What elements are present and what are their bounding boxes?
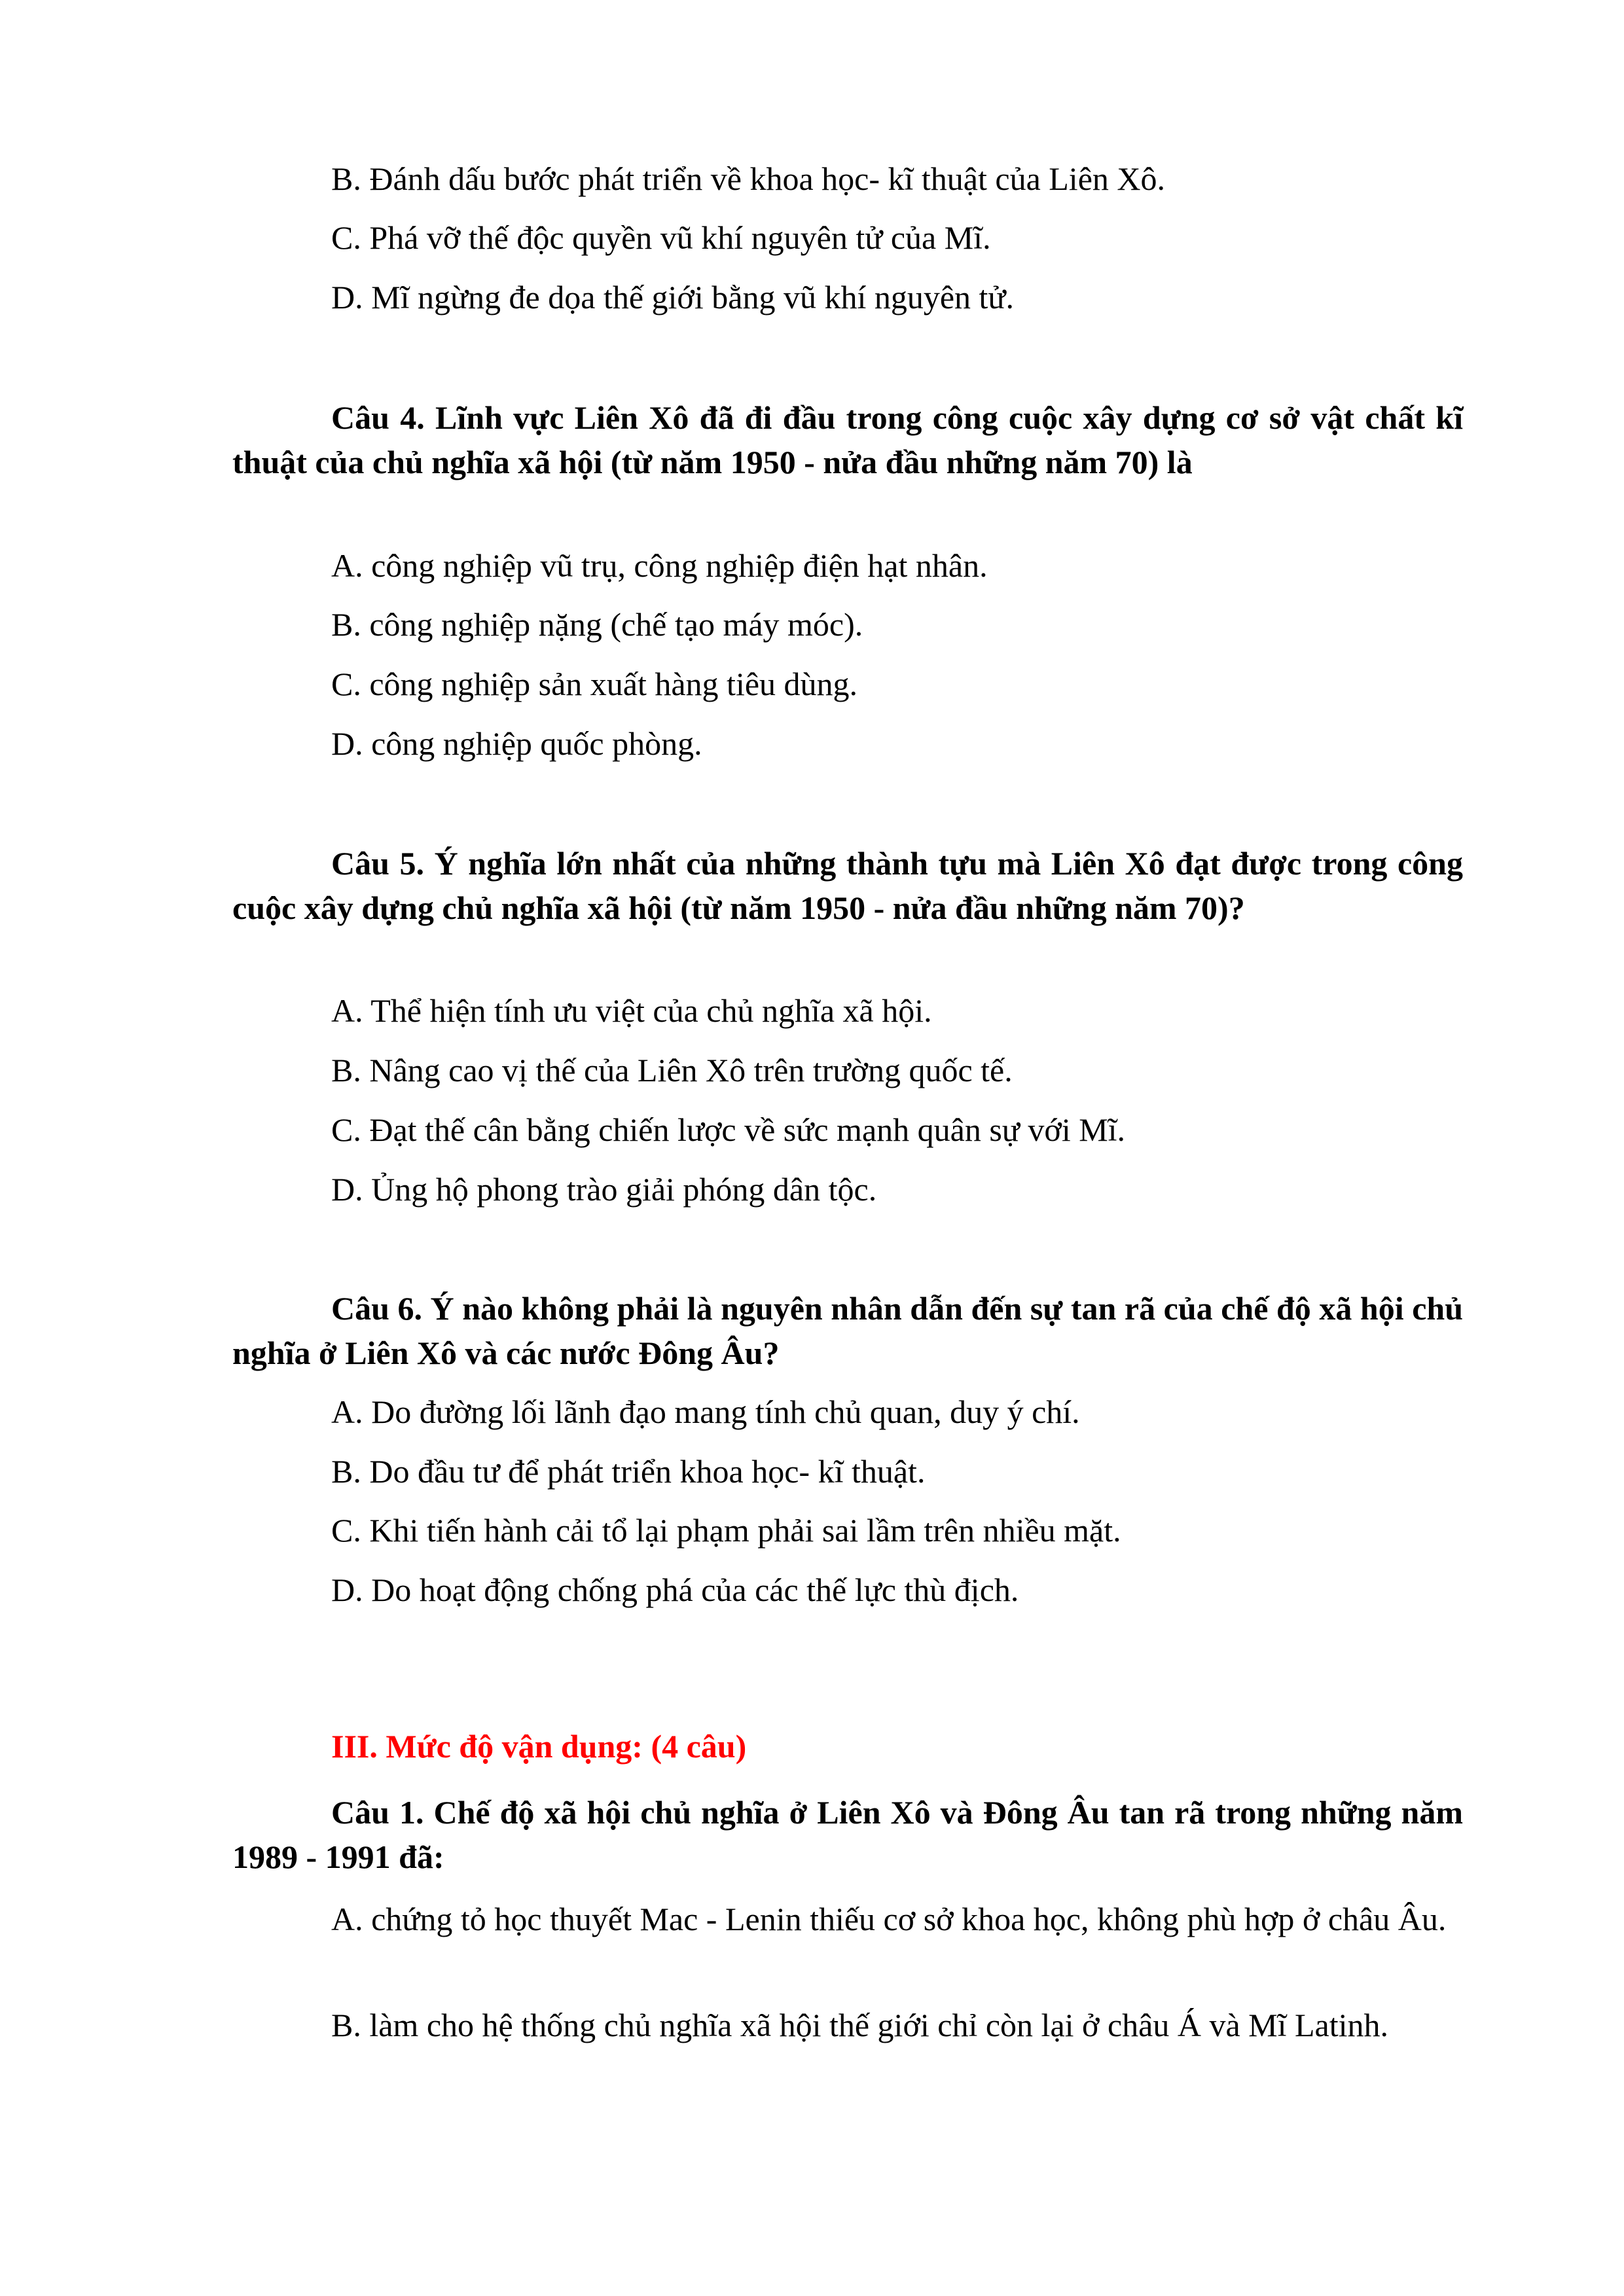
s3q1-option-a: A. chứng tỏ học thuyết Mac - Lenin thiếu cơ sở khoa học, không phù hợp ở châu Âu. [331,1901,1447,1937]
q5-option-b: B. Nâng cao vị thế của Liên Xô trên trường quốc tế. [331,1052,1013,1088]
question-5: Câu 5. Ý nghĩa lớn nhất của những thành tựu mà Liên Xô đạt được trong công cuộc xây dựng chủ nghĩa xã hội (từ năm 1950 - nửa đầu những năm 70)? [232,845,1463,926]
q6-option-b: B. Do đầu tư để phát triển khoa học- kĩ thuật. [331,1453,926,1490]
option-d: D. Mĩ ngừng đe dọa thế giới bằng vũ khí nguyên tử. [331,279,1015,315]
q6-option-c: C. Khi tiến hành cải tổ lại phạm phải sai lầm trên nhiều mặt. [331,1512,1121,1549]
question-6: Câu 6. Ý nào không phải là nguyên nhân dẫn đến sự tan rã của chế độ xã hội chủ nghĩa ở Liên Xô và các nước Đông Âu? [232,1290,1463,1371]
q5-option-c: C. Đạt thế cân bằng chiến lược về sức mạnh quân sự với Mĩ. [331,1111,1126,1148]
q4-option-d: D. công nghiệp quốc phòng. [331,725,702,762]
option-b: B. Đánh dấu bước phát triển về khoa học- kĩ thuật của Liên Xô. [331,160,1165,197]
q4-option-b: B. công nghiệp nặng (chế tạo máy móc). [331,606,863,643]
section3-question-1: Câu 1. Chế độ xã hội chủ nghĩa ở Liên Xô và Đông Âu tan rã trong những năm 1989 - 1991 đã: [232,1794,1463,1875]
section-heading: III. Mức độ vận dụng: (4 câu) [331,1728,747,1765]
q6-option-a: A. Do đường lối lãnh đạo mang tính chủ quan, duy ý chí. [331,1393,1080,1430]
q6-option-d: D. Do hoạt động chống phá của các thế lực thù địch. [331,1571,1019,1608]
q4-option-c: C. công nghiệp sản xuất hàng tiêu dùng. [331,666,858,702]
q5-option-a: A. Thể hiện tính ưu việt của chủ nghĩa xã hội. [331,992,932,1029]
question-4: Câu 4. Lĩnh vực Liên Xô đã đi đầu trong công cuộc xây dựng cơ sở vật chất kĩ thuật của chủ nghĩa xã hội (từ năm 1950 - nửa đầu những năm 70) là [232,399,1463,480]
q4-option-a: A. công nghiệp vũ trụ, công nghiệp điện hạt nhân. [331,547,988,584]
s3q1-option-b: B. làm cho hệ thống chủ nghĩa xã hội thế giới chỉ còn lại ở châu Á và Mĩ Latinh. [331,2007,1389,2043]
q5-option-d: D. Ủng hộ phong trào giải phóng dân tộc. [331,1171,877,1208]
option-c: C. Phá vỡ thế độc quyền vũ khí nguyên tử của Mĩ. [331,219,991,256]
